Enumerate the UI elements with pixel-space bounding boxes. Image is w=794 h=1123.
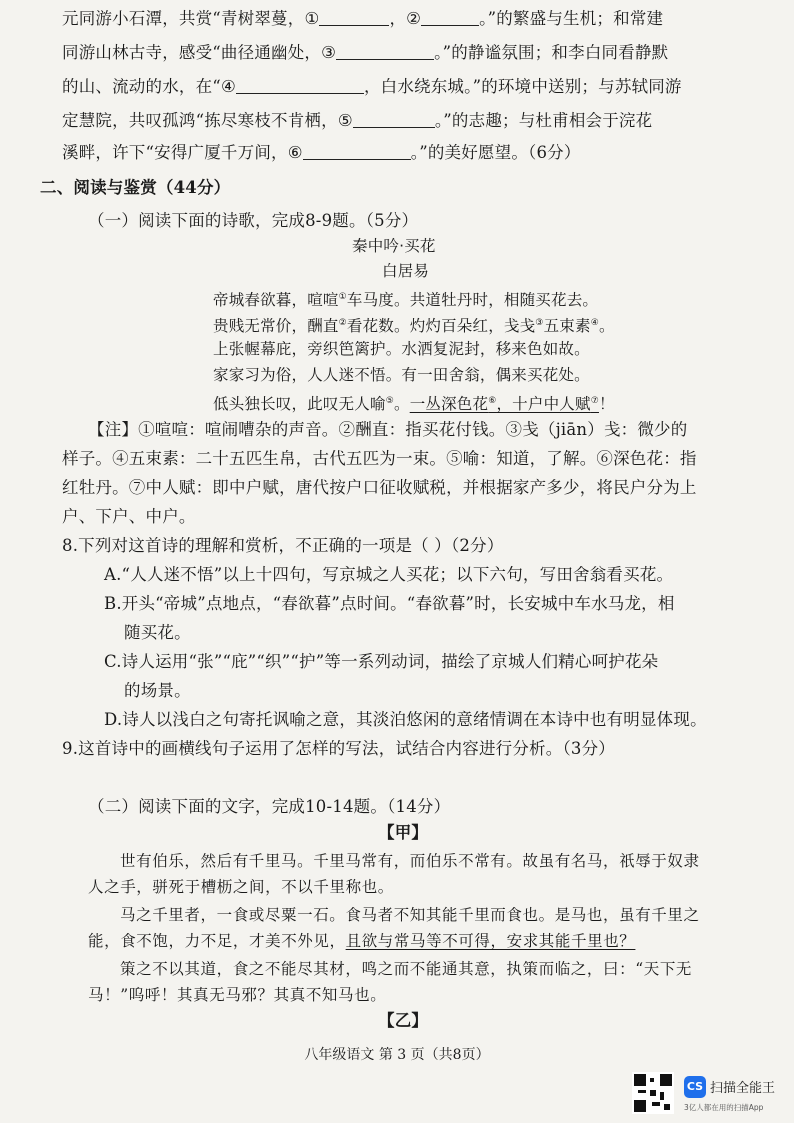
intro-line-3: 的山、流动的水，在“④ ，白水绕东城。”的环境中送别；与苏轼同游 (62, 77, 682, 96)
jia-text: 世有伯乐，然后有千里马。千里马常有，而伯乐不常有。故虽有名马，祇辱于奴隶 (120, 852, 700, 870)
blank-3 (336, 43, 434, 60)
jia-text: 马之千里者，一食或尽粟一石。食马者不知其能千里而食也。是马也，虽有千里之 (120, 906, 700, 924)
question-9: 9.这首诗中的画横线句子运用了怎样的写法，试结合内容进行分析。（3分） (62, 739, 615, 758)
qr-code-icon (632, 1072, 674, 1114)
jia-label: 【甲】 (378, 823, 429, 842)
section-heading: 二、阅读与鉴赏（44分） (40, 178, 231, 197)
poem-line: 上张幄幕庇，旁织笆篱护。水洒复泥封，移来色如故。 (213, 340, 590, 358)
q8-option-b: B.开头“帝城”点地点，“春欲暮”点时间。“春欲暮”时，长安城中车水马龙，相 (104, 594, 675, 613)
jia-underlined-sentence: 且欲与常马等不可得，安求其能千里也？ (345, 932, 636, 950)
poem-line: 贵贱无常价，酬直②看花数。灼灼百朵红，戋戋③五束素④。 (213, 317, 615, 336)
blank-4 (236, 77, 364, 94)
camscanner-logo-icon: CS (684, 1076, 706, 1098)
blank-2 (421, 9, 479, 26)
jia-text: 策之不以其道，食之不能尽其材，鸣之而不能通其意，执策而临之，曰：“天下无 (120, 960, 693, 978)
poem-title: 秦中吟·买花 (352, 237, 436, 255)
jia-text: 马！”呜呼！其真无马邪？其真不知马也。 (88, 986, 387, 1004)
poem-underlined-phrase: 一丛深色花⑥，十户中人赋⑦ (409, 395, 599, 414)
yi-label: 【乙】 (378, 1011, 429, 1030)
q8-option-c: C.诗人运用“张”“庇”“织”“护”等一系列动词，描绘了京城人们精心呵护花朵 (104, 652, 659, 671)
camscanner-name: 扫描全能王 (710, 1081, 776, 1096)
jia-text: 人之手，骈死于槽枥之间，不以千里称也。 (88, 878, 394, 896)
poem-note: 【注】①喧喧：喧闹嘈杂的声音。②酬直：指买花付钱。③戋（jiān）戋：微少的 (88, 420, 688, 439)
poem-line: 家家习为俗，人人迷不悟。有一田舍翁，偶来买花处。 (213, 366, 590, 384)
blank-5 (353, 111, 435, 128)
jia-text: 能，食不饱，力不足，才美不外见，且欲与常马等不可得，安求其能千里也？ (88, 932, 636, 950)
poem-line: 低头独长叹，此叹无人喻⑤。一丛深色花⑥，十户中人赋⑦！ (213, 395, 615, 414)
poem-note: 红牡丹。⑦中人赋：即中户赋，唐代按户口征收赋税，并根据家产多少，将民户分为上 (62, 478, 697, 497)
poem-note: 样子。④五束素：二十五匹生帛，古代五匹为一束。⑤喻：知道，了解。⑥深色花：指 (62, 449, 697, 468)
blank-6 (303, 143, 411, 160)
part2-instruction: （二）阅读下面的文字，完成10-14题。（14分） (88, 797, 451, 816)
poem-note: 户、下户、中户。 (62, 507, 196, 526)
scanner-watermark (632, 1072, 782, 1116)
intro-line-2: 同游山林古寺，感受“曲径通幽处，③ 。”的静谧氛围；和李白同看静默 (62, 43, 669, 62)
q8-option-d: D.诗人以浅白之句寄托讽喻之意，其淡泊悠闲的意绪情调在本诗中也有明显体现。 (104, 710, 707, 729)
part1-instruction: （一）阅读下面的诗歌，完成8-9题。（5分） (88, 211, 419, 230)
blank-1 (319, 9, 389, 26)
q8-option-c-cont: 的场景。 (124, 681, 191, 700)
camscanner-tagline: 3亿人都在用的扫描App (684, 1103, 764, 1112)
intro-line-1: 元同游小石潭，共赏“青树翠蔓，① ，② 。”的繁盛与生机；和常建 (62, 9, 664, 28)
page-footer: 八年级语文 第 3 页（共8页） (304, 1047, 490, 1063)
q8-option-a: A.“人人迷不悟”以上十四句，写京城之人买花；以下六句，写田舍翁看买花。 (104, 565, 674, 584)
question-8: 8.下列对这首诗的理解和赏析，不正确的一项是（ ）（2分） (62, 536, 504, 555)
poem-author: 白居易 (382, 262, 430, 280)
intro-line-5: 溪畔，许下“安得广厦千万间，⑥ 。”的美好愿望。（6分） (62, 143, 581, 162)
intro-line-4: 定慧院，共叹孤鸿“拣尽寒枝不肯栖，⑤ 。”的志趣；与杜甫相会于浣花 (62, 111, 653, 130)
poem-line: 帝城春欲暮，喧喧①车马度。共道牡丹时，相随买花去。 (213, 291, 599, 310)
q8-option-b-cont: 随买花。 (124, 623, 191, 642)
